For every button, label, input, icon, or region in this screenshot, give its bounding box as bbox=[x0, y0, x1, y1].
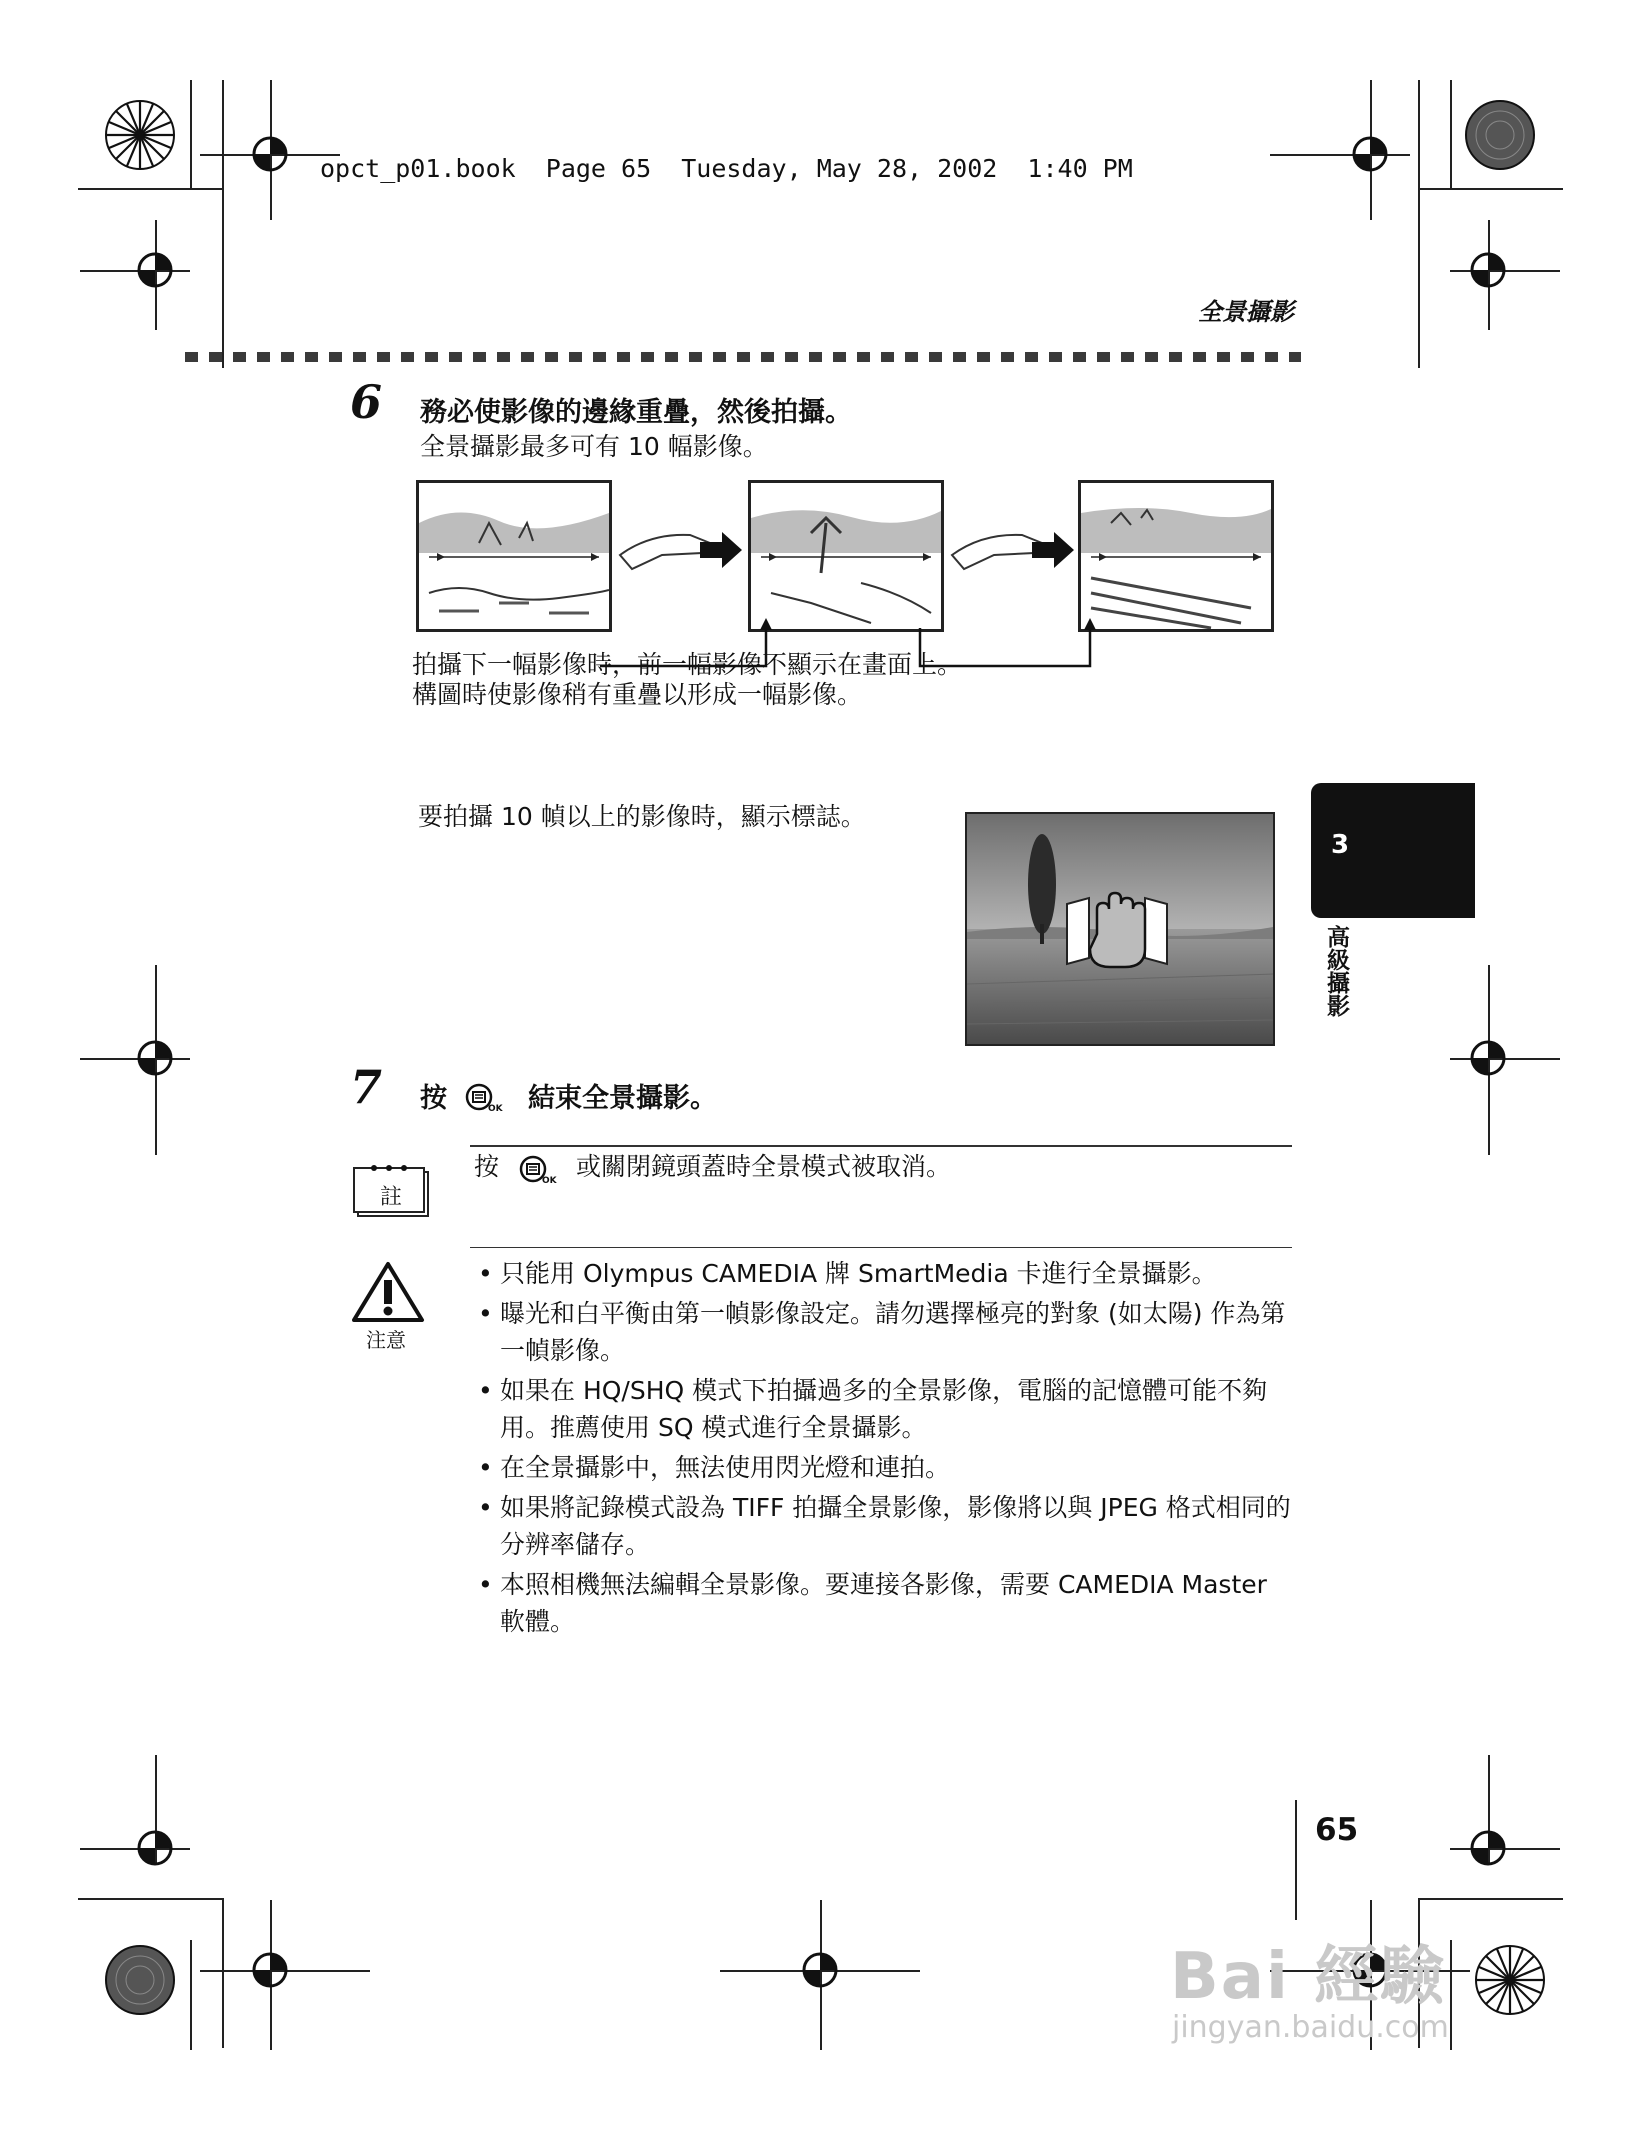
right-arrow-icon bbox=[700, 532, 742, 568]
dashed-divider bbox=[185, 352, 1301, 362]
note-text-before: 按 bbox=[474, 1152, 500, 1181]
caution-item: • 只能用 Olympus CAMEDIA 牌 SmartMedia 卡進行全景攝影。 bbox=[478, 1255, 1298, 1292]
watermark-url: jingyan.baidu.com bbox=[1172, 2010, 1449, 2045]
caution-item: • 本照相機無法編輯全景影像。要連接各影像，需要 CAMEDIA Master 軟體。 bbox=[478, 1566, 1298, 1640]
note-icon-label: 註 bbox=[380, 1185, 403, 1210]
caution-list bbox=[478, 1255, 1298, 1643]
note-text-after: 或關閉鏡頭蓋時全景模式被取消。 bbox=[576, 1152, 952, 1181]
ok-menu-button-icon bbox=[464, 1082, 503, 1116]
caution-icon-label: 注意 bbox=[366, 1328, 406, 1352]
step-6-number: 6 bbox=[350, 375, 383, 429]
caution-item: • 在全景攝影中，無法使用閃光燈和連拍。 bbox=[478, 1449, 1298, 1486]
file-info-header: opct_p01.book Page 65 Tuesday, May 28, 2002 1:40 PM bbox=[320, 154, 1133, 183]
note-icon bbox=[352, 1162, 436, 1222]
page-number-rule bbox=[1295, 1800, 1297, 1920]
lcd-screen-photo bbox=[965, 812, 1275, 1046]
step-6-title: 務必使影像的邊緣重疊，然後拍攝。 bbox=[420, 397, 852, 428]
landscape-illustration bbox=[1081, 483, 1271, 629]
section-title: 全景攝影 bbox=[1198, 298, 1294, 326]
field-photo bbox=[967, 814, 1273, 1044]
diagram-caption-2: 構圖時使影像稍有重疊以形成一幅影像。 bbox=[412, 680, 863, 709]
caution-item: • 如果將記錄模式設為 TIFF 拍攝全景影像，影像將以與 JPEG 格式相同的分辨率儲存。 bbox=[478, 1489, 1298, 1563]
chapter-number: 3 bbox=[1331, 830, 1350, 860]
panorama-limit-icon bbox=[1067, 893, 1167, 967]
landscape-illustration bbox=[419, 483, 609, 629]
chapter-label-text: 高級攝影 bbox=[1323, 925, 1349, 1017]
caution-icon bbox=[352, 1260, 432, 1350]
ok-label: OK bbox=[488, 1104, 503, 1114]
panorama-frame-3 bbox=[1078, 480, 1274, 632]
note-rule bbox=[470, 1145, 1292, 1147]
step-6-subtitle: 全景攝影最多可有 10 幅影像。 bbox=[420, 432, 768, 461]
chapter-label bbox=[1318, 925, 1354, 1025]
warning-indicator-text: 要拍攝 10 幀以上的影像時，顯示標誌。 bbox=[418, 802, 866, 831]
ok-label: OK bbox=[542, 1176, 557, 1186]
step-7-text-after: 結束全景攝影。 bbox=[528, 1083, 717, 1114]
diagram-caption-1: 拍攝下一幅影像時，前一幅影像不顯示在畫面上。 bbox=[412, 650, 963, 679]
caution-item: • 如果在 HQ/SHQ 模式下拍攝過多的全景影像，電腦的記憶體可能不夠用。推薦使用 SQ 模式進行全景攝影。 bbox=[478, 1372, 1298, 1446]
step-7-number: 7 bbox=[350, 1060, 383, 1114]
caution-rule bbox=[470, 1247, 1292, 1248]
caution-item: • 曝光和白平衡由第一幀影像設定。請勿選擇極亮的對象 (如太陽) 作為第一幀影像。 bbox=[478, 1295, 1298, 1369]
panorama-frame-1 bbox=[416, 480, 612, 632]
page-number: 65 bbox=[1315, 1812, 1359, 1848]
ok-menu-button-icon bbox=[518, 1154, 557, 1188]
step-7-text-before: 按 bbox=[420, 1083, 447, 1114]
right-arrow-icon bbox=[1032, 532, 1074, 568]
watermark-brand: Bai 經驗 bbox=[1170, 1940, 1447, 2014]
